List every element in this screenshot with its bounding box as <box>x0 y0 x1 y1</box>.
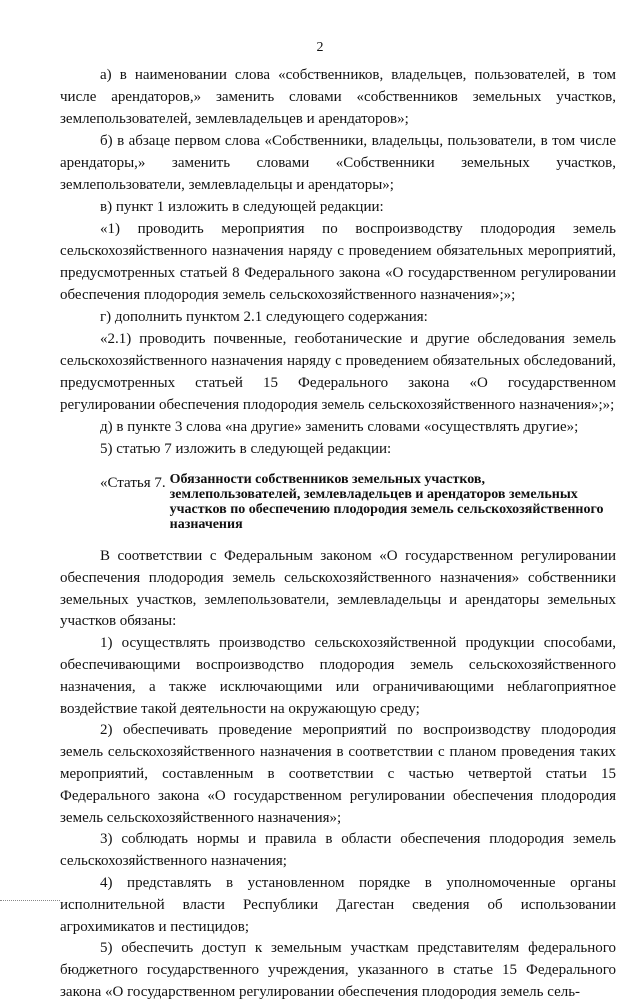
clause-1-text: «1) проводить мероприятия по воспроизводству плодородия земель сельскохозяйственного назначения наряду с проведением обязательных мероприятий, предусмотренных статьей 8 Федерального закона «О государственном регулировании обеспечения плодородия земель сельскохозяйственного назначения»;»; <box>60 221 616 303</box>
footer-divider <box>0 900 60 901</box>
article-intro: В соответствии с Федеральным законом «О государственном регулировании обеспечения плодородия земель сельскохозяйственного назначения» собственники земельных участков, землепользователи, землевладельцы и арендаторы земельных участков обязаны: <box>60 548 616 630</box>
duty-2: 2) обеспечивать проведение мероприятий по воспроизводству плодородия земель сельскохозяйственного назначения в соответствии с планом проведения таких мероприятий, составленным в соответствии с частью четвертой статьи 15 Федерального закона «О государственном регулировании обеспечения плодородия земель сельскохозяйственного назначения»; <box>60 722 616 826</box>
amendment-d: д) в пункте 3 слова «на другие» заменить словами «осуществлять другие»; <box>100 419 579 435</box>
article-label: «Статья 7. <box>100 475 166 491</box>
amendment-5: 5) статью 7 изложить в следующей редакции: <box>100 441 392 457</box>
article-title: Обязанности собственников земельных участков, землепользователей, землевладельцев и арендаторов земельных участков по обеспечению плодородия земель сельскохозяйственного назначения <box>169 472 604 532</box>
amendment-b: б) в абзаце первом слова «Собственники, владельцы, пользователи, в том числе арендаторы,» заменить словами «Собственники земельных участков, землепользователи, землевладельцы и арендаторы»; <box>60 133 616 193</box>
article-heading <box>100 472 616 532</box>
duty-4: 4) представлять в установленном порядке в уполномоченные органы исполнительной власти Республики Дагестан сведения об использовании агрохимикатов и пестицидов; <box>60 874 616 935</box>
amendment-g: г) дополнить пунктом 2.1 следующего содержания: <box>100 309 428 325</box>
amendment-v: в) пункт 1 изложить в следующей редакции: <box>100 199 384 215</box>
page-number: 2 <box>316 40 324 55</box>
clause-2-1-text: «2.1) проводить почвенные, геоботанические и другие обследования земель сельскохозяйственного назначения наряду с проведением обязательных обследований, предусмотренных статьей 15 Федерального закона «О государственном регулировании обеспечения плодородия земель сельскохозяйственного назначения»;»; <box>60 331 616 413</box>
document-body <box>60 64 616 1004</box>
article-body <box>60 546 616 1004</box>
duty-3: 3) соблюдать нормы и правила в области обеспечения плодородия земель сельскохозяйственного назначения; <box>60 831 616 870</box>
duty-5: 5) обеспечить доступ к земельным участкам представителям федерального бюджетного государственного учреждения, указанного в статье 15 Федерального закона «О государственном регулировании обеспечения плодородия земель сель- <box>60 940 616 1000</box>
amendment-a: а) в наименовании слова «собственников, владельцев, пользователей, в том числе арендаторов,» заменить словами «собственников земельных участков, землепользователей, землевладельцев и арендаторов»; <box>60 67 616 127</box>
duty-1: 1) осуществлять производство сельскохозяйственной продукции способами, обеспечивающими воспроизводство плодородия земель сельскохозяйственного назначения, а также исключающими или ограничивающими неблагоприятное воздействие такой деятельности на окружающую среду; <box>60 635 616 717</box>
